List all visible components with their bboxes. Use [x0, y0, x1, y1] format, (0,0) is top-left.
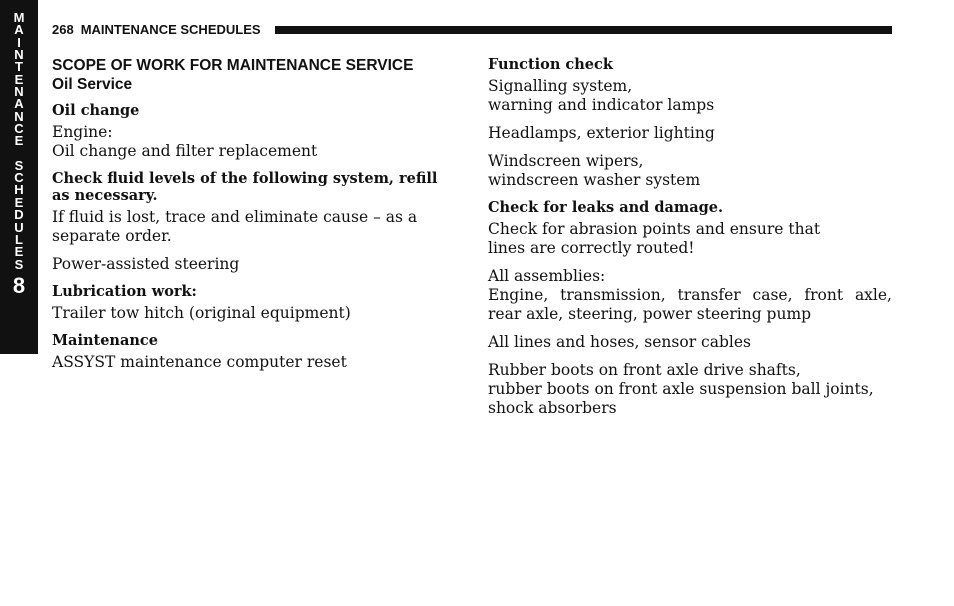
- oil-change-line1: Engine:: [52, 123, 113, 141]
- lubrication-text: Trailer tow hitch (original equipment): [52, 304, 351, 322]
- side-tab-letter: C: [14, 121, 24, 137]
- abrasion-line2: lines are correctly routed!: [488, 239, 695, 257]
- side-tab-letter: E: [14, 194, 24, 210]
- side-tab-letter: D: [14, 207, 24, 223]
- fluid-levels-item: Power-assisted steering: [52, 255, 240, 273]
- side-tab-letter: N: [14, 108, 24, 124]
- side-tab-letter: A: [14, 96, 24, 112]
- signalling-line1: Signalling system,: [488, 77, 633, 95]
- header-title: MAINTENANCE SCHEDULES: [80, 21, 261, 37]
- side-tab-letter: T: [15, 59, 23, 75]
- side-tab-letter: L: [15, 231, 23, 247]
- lines-hoses-text: All lines and hoses, sensor cables: [488, 333, 751, 351]
- oil-change-text: [52, 123, 460, 161]
- abrasion-line1: Check for abrasion points and ensure that: [488, 220, 821, 238]
- side-tab-letter: S: [14, 256, 24, 272]
- side-tab-letter: A: [14, 22, 24, 38]
- page-number: 268: [52, 21, 74, 37]
- side-tab-letter: C: [14, 170, 24, 186]
- side-tab-letter: U: [14, 219, 24, 235]
- maintenance-text: ASSYST maintenance computer reset: [52, 353, 347, 371]
- rubber-boots-line1: Rubber boots on front axle drive shafts,: [488, 361, 801, 379]
- wipers-line2: windscreen washer system: [488, 171, 701, 189]
- side-tab-letter: N: [14, 84, 24, 100]
- wipers-text: [488, 152, 892, 190]
- oil-change-line2: Oil change and filter replacement: [52, 142, 318, 160]
- leaks-heading: Check for leaks and damage.: [488, 199, 724, 216]
- wipers-line1: Windscreen wipers,: [488, 152, 644, 170]
- oil-change-heading: Oil change: [52, 102, 140, 119]
- side-tab-letter: H: [14, 182, 24, 198]
- side-tab-letter: N: [14, 47, 24, 63]
- side-tab-letter: E: [14, 71, 24, 87]
- fluid-levels-heading: Check fluid levels of the following system, refill as necessary.: [52, 170, 438, 204]
- chapter-number: 8: [12, 272, 26, 298]
- right-column: [488, 56, 892, 427]
- rubber-boots-line2: rubber boots on front axle suspension ball joints, shock absorbers: [488, 380, 874, 417]
- header-rule: [275, 26, 892, 34]
- function-check-heading: Function check: [488, 56, 613, 73]
- headlamps-text: Headlamps, exterior lighting: [488, 124, 715, 142]
- signalling-text: [488, 77, 892, 115]
- side-tab-letter: M: [13, 10, 25, 25]
- maintenance-heading: Maintenance: [52, 332, 158, 349]
- signalling-line2: warning and indicator lamps: [488, 96, 715, 114]
- side-tab-letter: I: [17, 34, 21, 50]
- assemblies-line2: Engine, transmission, transfer case, front axle, rear axle, steering, power steering pump: [488, 286, 892, 323]
- assemblies-text: [488, 267, 892, 324]
- abrasion-text: [488, 220, 892, 258]
- side-tab-letter: E: [14, 133, 24, 149]
- page-header: [52, 21, 892, 37]
- assemblies-line1: All assemblies:: [488, 267, 606, 285]
- fluid-levels-text: If fluid is lost, trace and eliminate cause – as a separate order.: [52, 208, 418, 245]
- section-title: SCOPE OF WORK FOR MAINTENANCE SERVICE: [52, 57, 414, 74]
- chapter-side-tab: [0, 0, 38, 354]
- left-column: [52, 56, 460, 381]
- side-tab-letter: E: [14, 244, 24, 260]
- side-tab-letters: [0, 12, 38, 271]
- lubrication-heading: Lubrication work:: [52, 283, 197, 300]
- section-subtitle: Oil Service: [52, 76, 133, 93]
- rubber-boots-text: [488, 361, 892, 418]
- side-tab-letter: S: [14, 157, 24, 173]
